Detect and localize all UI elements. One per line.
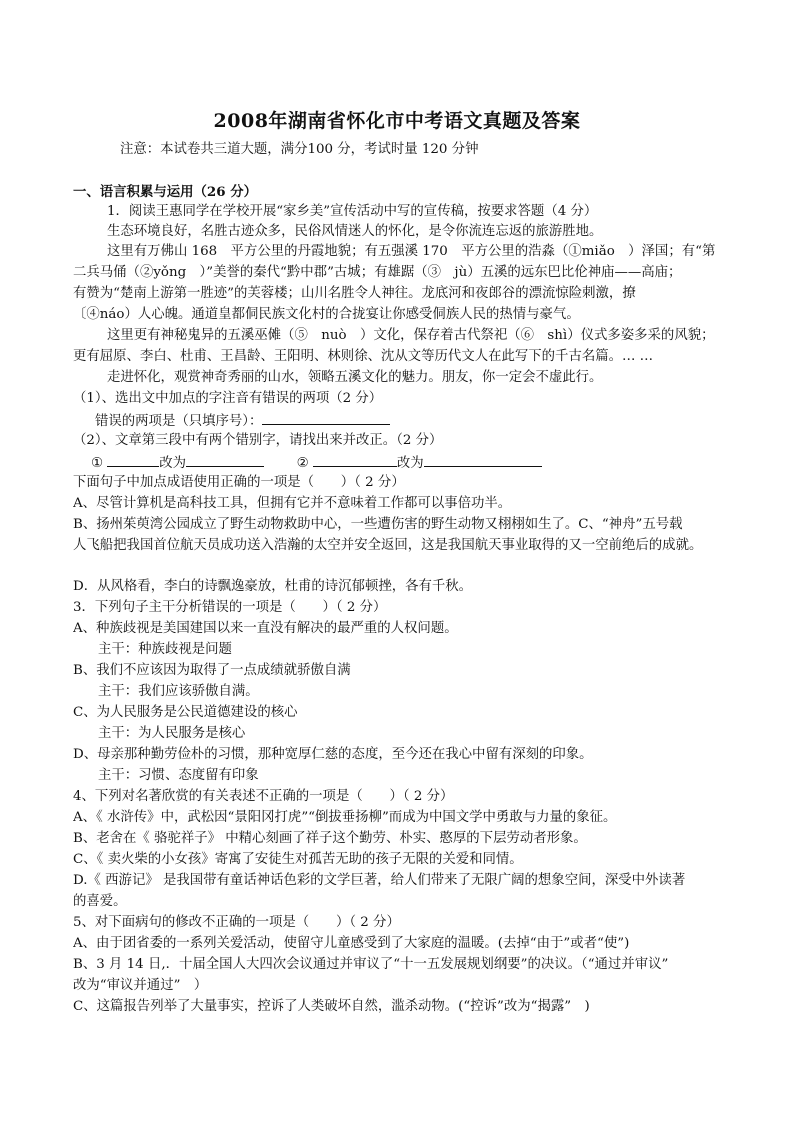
passage-line: 有赞为“楚南上游第一胜迹”的芙蓉楼；山川名胜令人神往。龙底河和夜郎谷的漂流惊险刺激，撩 bbox=[73, 286, 636, 301]
option-c: C、这篇报告列举了大量事实，控诉了人类破坏自然，滥杀动物。(“控诉”改为“揭露” ) bbox=[73, 999, 590, 1014]
passage-line: 二兵马俑（②yǒng ）”美誉的秦代“黔中郡”古城；有雄踞（③ jù）五溪的远东巴比伦神庙——高庙； bbox=[73, 265, 682, 280]
correct-char-blank-1[interactable] bbox=[186, 452, 264, 467]
trunk-analysis: 主干：习惯、态度留有印象 bbox=[98, 768, 259, 783]
question-4: 4、下列对名著欣赏的有关表述不正确的一项是（ ）（ 2 分） bbox=[73, 789, 454, 804]
question-3: 3．下列句子主干分析错误的一项是（ ）（ 2 分） bbox=[73, 600, 387, 615]
option-b: B、扬州茱萸湾公园成立了野生动物救助中心，一些遭伤害的野生动物又栩栩如生了。C、“神舟”五号载 bbox=[73, 517, 683, 532]
marker-2: ② bbox=[296, 456, 309, 471]
passage-line: 走进怀化，观赏神奇秀丽的山水，领略五溪文化的魅力。朋友，你一定会不虚此行。 bbox=[107, 370, 603, 385]
passage-line: 生态环境良好，名胜古迹众多，民俗风情迷人的怀化，是令你流连忘返的旅游胜地。 bbox=[107, 224, 603, 239]
answer-prompt: 错误的两项是（只填序号）： bbox=[95, 414, 263, 429]
passage-line: 这里更有神秘鬼异的五溪巫傩（⑤ nuò ）文化，保存着古代祭祀（⑥ shì）仪式多姿多采的风貌； bbox=[107, 328, 715, 343]
marker-1: ① bbox=[91, 456, 104, 471]
trunk-analysis: 主干：为人民服务是核心 bbox=[98, 726, 246, 741]
option-a: A、种族歧视是美国建国以来一直没有解决的最严重的人权问题。 bbox=[73, 621, 458, 636]
option-c: C、《 卖火柴的小女孩》寄寓了安徒生对孤苦无助的孩子无限的关爱和同情。 bbox=[73, 852, 523, 867]
option-d: D、母亲那种勤劳俭朴的习惯，那种宽厚仁慈的态度，至今还在我心中留有深刻的印象。 bbox=[73, 747, 593, 762]
option-d: D.《 西游记》 是我国带有童话神话色彩的文学巨著，给人们带来了无限广阔的想象空间，深受中外读著 bbox=[73, 873, 686, 888]
passage-line: 更有屈原、李白、杜甫、王昌龄、王阳明、林则徐、沈从文等历代文人在此写下的千古名篇。… … bbox=[73, 349, 654, 364]
option-a: A、《 水浒传》中，武松因“景阳冈打虎”“倒拔垂扬柳”而成为中国文学中勇敢与力量的象征。 bbox=[73, 810, 617, 825]
option-c: C、为人民服务是公民道德建设的核心 bbox=[73, 705, 298, 720]
sub-question-1: （1）、选出文中加点的字注音有错误的两项（2 分） bbox=[73, 391, 383, 406]
question-2: 下面句子中加点成语使用正确的一项是（ ）（ 2 分） bbox=[73, 475, 405, 490]
option-d: D．从风格看，李白的诗飘逸豪放，杜甫的诗沉郁顿挫，各有千秋。 bbox=[73, 579, 473, 594]
correction-line bbox=[91, 452, 771, 474]
trunk-analysis: 主干：种族歧视是问题 bbox=[98, 642, 232, 657]
exam-notice: 注意：本试卷共三道大题，满分100 分，考试时量 120 分钟 bbox=[120, 142, 479, 157]
trunk-analysis: 主干：我们应该骄傲自满。 bbox=[98, 684, 259, 699]
passage-line: 这里有万佛山 168 平方公里的丹霞地貌；有五强溪 170 平方公里的浩淼（①miǎo ）泽国；有“第 bbox=[107, 244, 716, 259]
option-a: A、尽管计算机是高科技工具，但拥有它并不意味着工作都可以事倍功半。 bbox=[73, 496, 512, 511]
option-b: B、老舍在《 骆驼祥子》 中精心刻画了祥子这个勤劳、朴实、憨厚的下层劳动者形象。 bbox=[73, 831, 587, 846]
option-c: 人飞船把我国首位航天员成功送入浩瀚的太空并安全返回，这是我国航天事业取得的又一空前绝后的成就。 bbox=[73, 538, 703, 553]
sub-question-2: （2）、文章第三段中有两个错别字，请找出来并改正。（2 分） bbox=[73, 433, 443, 448]
correct-char-blank-2[interactable] bbox=[424, 452, 542, 467]
change-to-label: 改为 bbox=[396, 456, 424, 471]
page-title: 2008年湖南省怀化市中考语文真题及答案 bbox=[213, 110, 581, 132]
option-b-continued: 改为“审议并通过” ） bbox=[73, 978, 208, 993]
option-d-continued: 的喜爱。 bbox=[73, 894, 127, 909]
wrong-char-blank-2[interactable] bbox=[313, 452, 397, 467]
change-to-label: 改为 bbox=[159, 456, 187, 471]
passage-line: 〔④náo）人心魄。通道皇都侗民族文化村的合拢宴让你感受侗族人民的热情与豪气。 bbox=[73, 307, 580, 322]
question-1: 1．阅读王惠同学在学校开展“家乡美”宣传活动中写的宣传稿，按要求答题（4 分） bbox=[107, 204, 598, 219]
option-b: B、我们不应该因为取得了一点成绩就骄傲自满 bbox=[73, 663, 351, 678]
section-heading: 一、语言积累与运用（26 分） bbox=[73, 184, 257, 200]
option-a: A、由于团省委的一系列关爱活动，使留守儿童感受到了大家庭的温暖。(去掉“由于”或者“使”) bbox=[73, 936, 630, 951]
wrong-char-blank-1[interactable] bbox=[107, 452, 159, 467]
answer-line-1 bbox=[95, 410, 775, 432]
option-b: B、3 月 14 日,．十届全国人大四次会议通过并审议了“十一五发展规划纲要”的决议。（“通过并审议” bbox=[73, 957, 669, 972]
answer-blank[interactable] bbox=[262, 410, 390, 425]
question-5: 5、对下面病句的修改不正确的一项是（ ）（ 2 分） bbox=[73, 915, 400, 930]
